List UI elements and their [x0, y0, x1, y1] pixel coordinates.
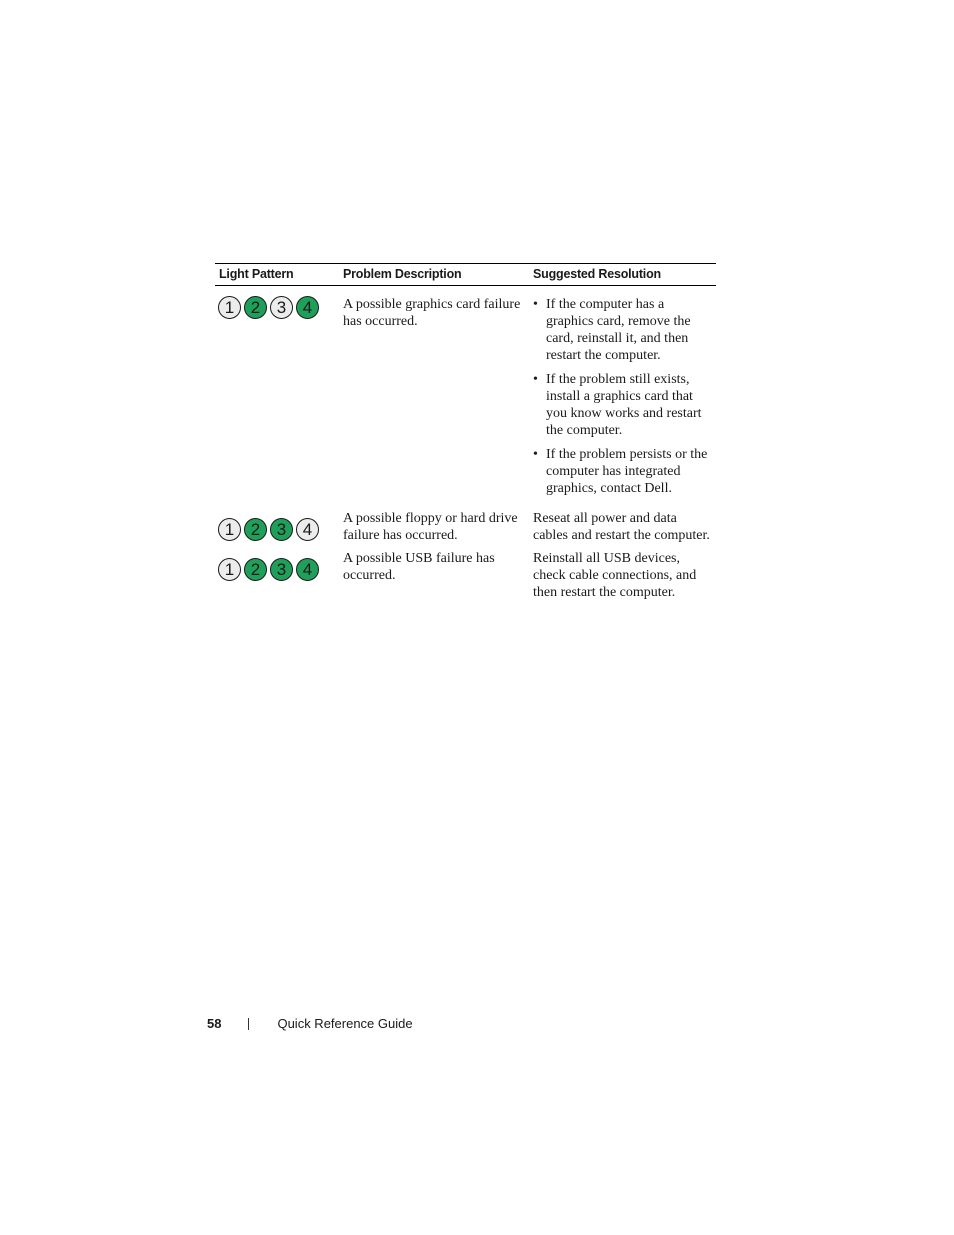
table-header-row [215, 264, 716, 286]
table-row [215, 544, 716, 601]
footer-divider [248, 1018, 249, 1030]
suggested-resolution [529, 286, 716, 505]
list-item: • If the problem persists or the computer has integrated graphics, contact Dell. [533, 446, 712, 497]
document-title: Quick Reference Guide [277, 1016, 413, 1031]
diagnostic-light-icon: 1 [218, 296, 241, 319]
diagnostic-light-icon: 4 [296, 558, 319, 581]
suggested-resolution: Reinstall all USB devices, check cable connections, and then restart the computer. [533, 551, 697, 600]
suggested-resolution: Reseat all power and data cables and restart the computer. [533, 511, 710, 543]
light-pattern [218, 518, 335, 541]
diagnostic-light-icon: 3 [270, 296, 293, 319]
diagnostic-light-icon: 1 [218, 518, 241, 541]
light-pattern-cell [215, 544, 339, 601]
problem-description: A possible USB failure has occurred. [343, 551, 495, 583]
diagnostic-light-icon: 4 [296, 518, 319, 541]
light-pattern [218, 558, 335, 581]
diagnostic-light-icon: 2 [244, 518, 267, 541]
diagnostic-light-icon: 1 [218, 558, 241, 581]
header-suggested-resolution: Suggested Resolution [529, 264, 716, 286]
page-number: 58 [207, 1016, 222, 1031]
diagnostic-light-icon: 3 [270, 518, 293, 541]
table-row [215, 286, 716, 505]
diagnostic-light-icon: 3 [270, 558, 293, 581]
diagnostic-light-icon: 2 [244, 296, 267, 319]
light-pattern-cell [215, 504, 339, 544]
resolution-list [533, 296, 712, 497]
problem-description: A possible graphics card failure has occurred. [343, 297, 521, 329]
light-pattern-cell [215, 286, 339, 505]
diagnostic-lights-table [215, 263, 716, 601]
header-problem-description: Problem Description [339, 264, 529, 286]
list-item: • If the problem still exists, install a graphics card that you know works and restart the computer. [533, 371, 712, 439]
problem-description: A possible floppy or hard drive failure has occurred. [343, 511, 518, 543]
page-footer [207, 1016, 413, 1031]
diagnostic-light-icon: 4 [296, 296, 319, 319]
light-pattern [218, 296, 335, 319]
list-item: • If the computer has a graphics card, remove the card, reinstall it, and then restart the computer. [533, 296, 712, 364]
diagnostic-light-icon: 2 [244, 558, 267, 581]
table-row [215, 504, 716, 544]
header-light-pattern: Light Pattern [215, 264, 339, 286]
